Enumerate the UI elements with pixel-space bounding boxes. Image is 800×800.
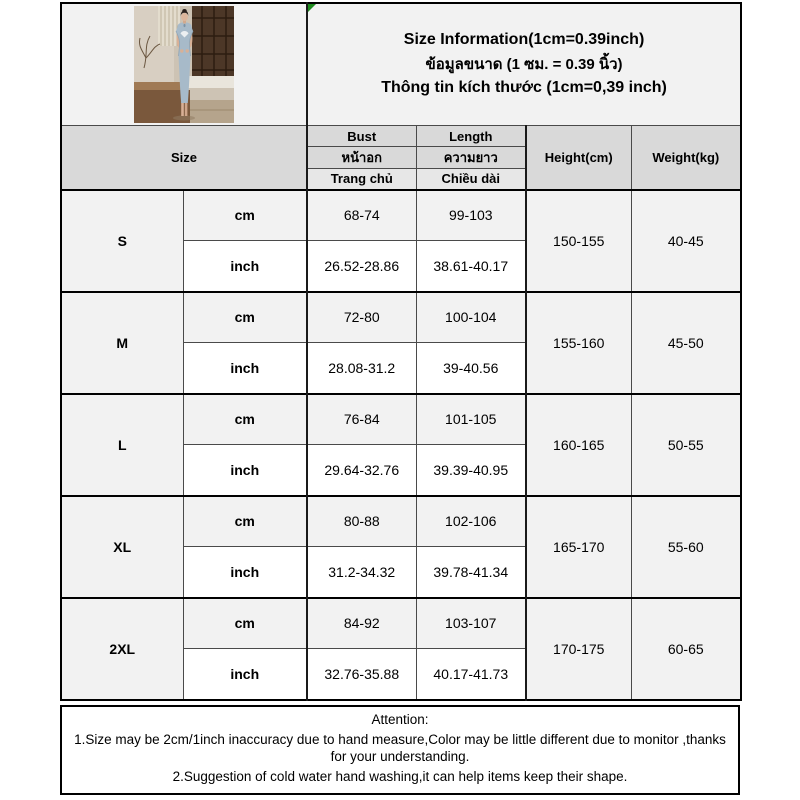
- attention-line-1: 1.Size may be 2cm/1inch inaccuracy due to hand measure,Color may be little different due to monitor ,thanks for your understanding.: [74, 731, 726, 765]
- unit-cm: cm: [183, 598, 307, 649]
- unit-cm: cm: [183, 292, 307, 343]
- size-label-2xl: 2XL: [61, 598, 183, 700]
- size-column-header: Size: [61, 126, 307, 190]
- unit-inch: inch: [183, 547, 307, 598]
- length-inch-value: 39.78-41.34: [416, 547, 526, 598]
- green-corner-marker-icon: [308, 4, 316, 12]
- row-s-cm: [61, 190, 741, 241]
- unit-cm: cm: [183, 394, 307, 445]
- unit-cm: cm: [183, 496, 307, 547]
- bust-header-english: Bust: [307, 126, 416, 147]
- length-inch-value: 40.17-41.73: [416, 649, 526, 700]
- size-label-l: L: [61, 394, 183, 496]
- unit-inch: inch: [183, 343, 307, 394]
- length-inch-value: 38.61-40.17: [416, 241, 526, 292]
- product-photo-cell: [61, 3, 307, 126]
- height-value: 155-160: [526, 292, 631, 394]
- attention-line-2: 2.Suggestion of cold water hand washing,it can help items keep their shape.: [172, 768, 628, 784]
- bust-inch-value: 26.52-28.86: [307, 241, 416, 292]
- size-label-m: M: [61, 292, 183, 394]
- bust-header-vietnamese: Trang chủ: [307, 169, 416, 190]
- unit-cm: cm: [183, 190, 307, 241]
- length-header-english: Length: [416, 126, 526, 147]
- bust-cm-value: 72-80: [307, 292, 416, 343]
- length-inch-value: 39-40.56: [416, 343, 526, 394]
- unit-inch: inch: [183, 649, 307, 700]
- top-row: [61, 3, 741, 126]
- attention-note: [60, 705, 740, 795]
- unit-inch: inch: [183, 445, 307, 496]
- product-photo: [62, 4, 306, 125]
- bust-inch-value: 28.08-31.2: [307, 343, 416, 394]
- length-cm-value: 101-105: [416, 394, 526, 445]
- length-cm-value: 99-103: [416, 190, 526, 241]
- height-value: 165-170: [526, 496, 631, 598]
- size-information-header: [307, 3, 741, 126]
- row-m-cm: [61, 292, 741, 343]
- length-header-thai: ความยาว: [416, 147, 526, 169]
- size-information-lines: [308, 4, 740, 125]
- header-row-english: [61, 126, 741, 147]
- length-header-vietnamese: Chiều dài: [416, 169, 526, 190]
- size-chart-table: [60, 2, 742, 701]
- weight-column-header: Weight(kg): [631, 126, 741, 190]
- weight-value: 60-65: [631, 598, 741, 700]
- size-label-s: S: [61, 190, 183, 292]
- weight-value: 40-45: [631, 190, 741, 292]
- size-info-title-thai: ข้อมูลขนาด (1 ซม. = 0.39 นิ้ว): [425, 55, 623, 73]
- weight-value: 55-60: [631, 496, 741, 598]
- length-cm-value: 102-106: [416, 496, 526, 547]
- size-info-title-vietnamese: Thông tin kích thước (1cm=0,39 inch): [381, 79, 667, 97]
- bust-inch-value: 29.64-32.76: [307, 445, 416, 496]
- row-2xl-cm: [61, 598, 741, 649]
- row-xl-cm: [61, 496, 741, 547]
- size-label-xl: XL: [61, 496, 183, 598]
- attention-title: Attention:: [371, 712, 429, 727]
- unit-inch: inch: [183, 241, 307, 292]
- height-value: 170-175: [526, 598, 631, 700]
- bust-header-thai: หน้าอก: [307, 147, 416, 169]
- weight-value: 50-55: [631, 394, 741, 496]
- bust-cm-value: 80-88: [307, 496, 416, 547]
- height-column-header: Height(cm): [526, 126, 631, 190]
- row-l-cm: [61, 394, 741, 445]
- bust-inch-value: 31.2-34.32: [307, 547, 416, 598]
- bust-cm-value: 76-84: [307, 394, 416, 445]
- length-cm-value: 103-107: [416, 598, 526, 649]
- length-inch-value: 39.39-40.95: [416, 445, 526, 496]
- length-cm-value: 100-104: [416, 292, 526, 343]
- size-info-title-english: Size Information(1cm=0.39inch): [403, 31, 645, 49]
- product-photo-illustration: [134, 6, 234, 123]
- height-value: 160-165: [526, 394, 631, 496]
- bust-inch-value: 32.76-35.88: [307, 649, 416, 700]
- bust-cm-value: 84-92: [307, 598, 416, 649]
- bust-cm-value: 68-74: [307, 190, 416, 241]
- height-value: 150-155: [526, 190, 631, 292]
- weight-value: 45-50: [631, 292, 741, 394]
